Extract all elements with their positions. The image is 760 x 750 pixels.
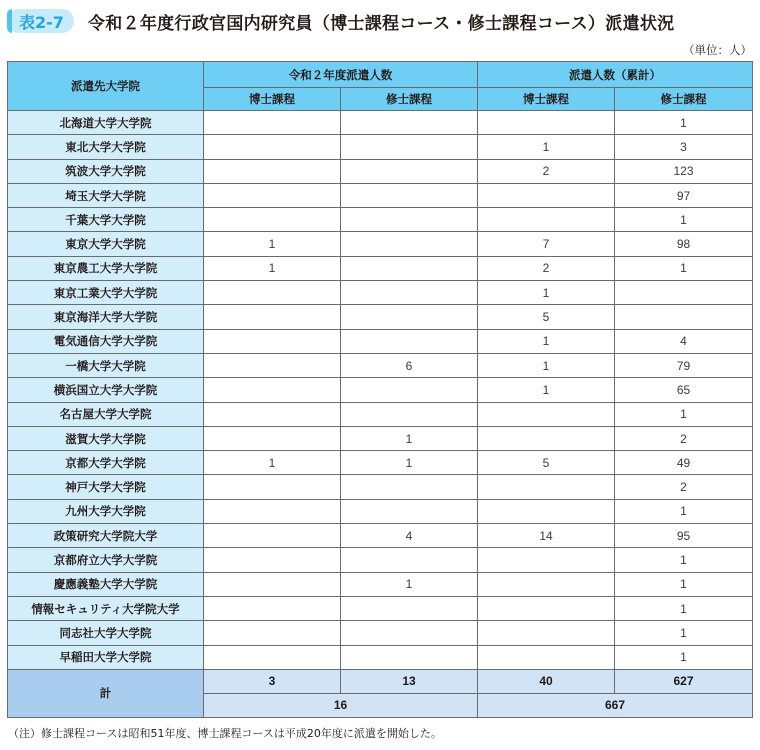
- school-name: 京都大学大学院: [8, 451, 204, 475]
- cell-cum-master: 65: [615, 378, 753, 402]
- total-r2-master: 13: [341, 669, 478, 693]
- total-cum-doctor: 40: [478, 669, 615, 693]
- cell-cum-master: 98: [615, 232, 753, 256]
- table-row: [8, 281, 753, 305]
- cell-r2-doctor: [204, 135, 341, 159]
- school-name: 東京工業大学大学院: [8, 281, 204, 305]
- school-name: 滋賀大学大学院: [8, 426, 204, 450]
- cell-r2-master: [341, 402, 478, 426]
- cell-r2-master: [341, 281, 478, 305]
- cell-cum-master: 1: [615, 548, 753, 572]
- cell-r2-doctor: 1: [204, 451, 341, 475]
- total-cum-sum: 667: [478, 693, 753, 717]
- table-row: [8, 135, 753, 159]
- cell-cum-master: 2: [615, 475, 753, 499]
- cell-cum-master: 1: [615, 645, 753, 669]
- school-name: 情報セキュリティ大学院大学: [8, 596, 204, 620]
- school-name: 京都府立大学大学院: [8, 548, 204, 572]
- cell-cum-master: 1: [615, 596, 753, 620]
- cell-r2-doctor: [204, 353, 341, 377]
- cell-cum-master: 1: [615, 402, 753, 426]
- cell-cum-master: 123: [615, 159, 753, 183]
- header-cumulative-group: 派遣人数（累計）: [478, 62, 753, 88]
- table-row: [8, 524, 753, 548]
- total-r2-sum: 16: [204, 693, 478, 717]
- table-row: [8, 378, 753, 402]
- table-number: 表2-7: [19, 12, 64, 32]
- cell-cum-master: 1: [615, 499, 753, 523]
- table-row: [8, 111, 753, 135]
- cell-cum-master: 1: [615, 208, 753, 232]
- school-name: 東京農工大学大学院: [8, 256, 204, 280]
- cell-cum-doctor: [478, 475, 615, 499]
- cell-r2-master: [341, 378, 478, 402]
- school-name: 政策研究大学院大学: [8, 524, 204, 548]
- cell-r2-doctor: [204, 572, 341, 596]
- cell-r2-master: [341, 305, 478, 329]
- cell-r2-doctor: [204, 402, 341, 426]
- cell-r2-doctor: [204, 548, 341, 572]
- cell-r2-master: [341, 645, 478, 669]
- cell-cum-master: 79: [615, 353, 753, 377]
- school-name: 九州大学大学院: [8, 499, 204, 523]
- table-row: [8, 353, 753, 377]
- cell-r2-master: [341, 596, 478, 620]
- cell-r2-master: 4: [341, 524, 478, 548]
- cell-cum-doctor: 5: [478, 305, 615, 329]
- school-name: 電気通信大学大学院: [8, 329, 204, 353]
- school-name: 東京海洋大学大学院: [8, 305, 204, 329]
- title-text: 令和２年度行政官国内研究員（博士課程コース・修士課程コース）派遣状況: [87, 13, 675, 34]
- cell-cum-doctor: [478, 183, 615, 207]
- cell-r2-doctor: [204, 499, 341, 523]
- cell-r2-master: [341, 499, 478, 523]
- cell-r2-doctor: [204, 378, 341, 402]
- cell-r2-doctor: [204, 426, 341, 450]
- header-r2-master: 修士課程: [341, 88, 478, 111]
- cell-r2-doctor: [204, 329, 341, 353]
- school-name: 一橋大学大学院: [8, 353, 204, 377]
- cell-r2-doctor: [204, 159, 341, 183]
- table-row: [8, 572, 753, 596]
- cell-r2-master: [341, 232, 478, 256]
- cell-cum-doctor: 1: [478, 378, 615, 402]
- table-row: [8, 548, 753, 572]
- header-r2-doctor: 博士課程: [204, 88, 341, 111]
- header-r2-group: 令和２年度派遣人数: [204, 62, 478, 88]
- cell-r2-master: 1: [341, 572, 478, 596]
- cell-cum-master: [615, 305, 753, 329]
- total-cum-master: 627: [615, 669, 753, 693]
- cell-cum-master: 1: [615, 256, 753, 280]
- cell-r2-master: 1: [341, 451, 478, 475]
- cell-r2-doctor: [204, 621, 341, 645]
- cell-r2-master: [341, 208, 478, 232]
- cell-r2-doctor: [204, 524, 341, 548]
- table-row: [8, 183, 753, 207]
- cell-cum-doctor: 14: [478, 524, 615, 548]
- cell-cum-doctor: 2: [478, 256, 615, 280]
- table-row: [8, 232, 753, 256]
- school-name: 埼玉大学大学院: [8, 183, 204, 207]
- cell-r2-master: [341, 111, 478, 135]
- cell-cum-master: 2: [615, 426, 753, 450]
- school-name: 同志社大学大学院: [8, 621, 204, 645]
- school-name: 北海道大学大学院: [8, 111, 204, 135]
- total-r2-doctor: 3: [204, 669, 341, 693]
- cell-r2-master: [341, 183, 478, 207]
- cell-cum-master: 1: [615, 621, 753, 645]
- school-name: 筑波大学大学院: [8, 159, 204, 183]
- cell-cum-master: 95: [615, 524, 753, 548]
- footnote: （注）修士課程コースは昭和51年度、博士課程コースは平成20年度に派遣を開始した。: [8, 727, 442, 740]
- cell-cum-doctor: 1: [478, 281, 615, 305]
- school-name: 慶應義塾大学大学院: [8, 572, 204, 596]
- cell-r2-master: [341, 548, 478, 572]
- cell-r2-doctor: [204, 111, 341, 135]
- cell-cum-doctor: [478, 208, 615, 232]
- school-name: 神戸大学大学院: [8, 475, 204, 499]
- cell-cum-master: 97: [615, 183, 753, 207]
- cell-cum-doctor: [478, 426, 615, 450]
- table-title: [7, 8, 674, 34]
- cell-cum-doctor: 2: [478, 159, 615, 183]
- school-name: 横浜国立大学大学院: [8, 378, 204, 402]
- cell-cum-master: 1: [615, 111, 753, 135]
- cell-r2-master: [341, 621, 478, 645]
- school-name: 東京大学大学院: [8, 232, 204, 256]
- cell-r2-doctor: [204, 645, 341, 669]
- table-row: [8, 329, 753, 353]
- cell-r2-master: [341, 135, 478, 159]
- cell-r2-doctor: [204, 305, 341, 329]
- cell-cum-doctor: 1: [478, 135, 615, 159]
- table-row: [8, 256, 753, 280]
- cell-cum-master: 49: [615, 451, 753, 475]
- cell-cum-doctor: [478, 645, 615, 669]
- cell-r2-master: 6: [341, 353, 478, 377]
- table-body: [8, 111, 753, 670]
- table-row: [8, 621, 753, 645]
- table-row: [8, 451, 753, 475]
- cell-cum-doctor: 7: [478, 232, 615, 256]
- cell-cum-doctor: [478, 548, 615, 572]
- cell-cum-master: 3: [615, 135, 753, 159]
- dispatch-table: [7, 61, 753, 718]
- cell-r2-doctor: [204, 281, 341, 305]
- table-row: [8, 159, 753, 183]
- cell-cum-doctor: [478, 499, 615, 523]
- cell-cum-doctor: [478, 572, 615, 596]
- cell-cum-doctor: [478, 402, 615, 426]
- cell-r2-master: [341, 159, 478, 183]
- unit-label: （単位：人）: [683, 43, 752, 57]
- school-name: 早稲田大学大学院: [8, 645, 204, 669]
- cell-r2-doctor: [204, 596, 341, 620]
- table-row: [8, 305, 753, 329]
- header-school: 派遣先大学院: [8, 62, 204, 111]
- cell-r2-doctor: 1: [204, 232, 341, 256]
- table-row: [8, 402, 753, 426]
- table-number-badge: [7, 9, 74, 33]
- cell-r2-doctor: [204, 475, 341, 499]
- school-name: 東北大学大学院: [8, 135, 204, 159]
- cell-cum-doctor: [478, 111, 615, 135]
- table-row: [8, 475, 753, 499]
- badge-accent-bar: [7, 9, 12, 33]
- table-row: [8, 426, 753, 450]
- school-name: 千葉大学大学院: [8, 208, 204, 232]
- table-row: [8, 596, 753, 620]
- cell-cum-doctor: [478, 621, 615, 645]
- header-cum-doctor: 博士課程: [478, 88, 615, 111]
- cell-r2-doctor: [204, 183, 341, 207]
- cell-r2-master: [341, 475, 478, 499]
- school-name: 名古屋大学大学院: [8, 402, 204, 426]
- table-row: [8, 645, 753, 669]
- cell-cum-doctor: 1: [478, 353, 615, 377]
- cell-cum-master: [615, 281, 753, 305]
- table-row: [8, 208, 753, 232]
- cell-cum-master: 4: [615, 329, 753, 353]
- cell-r2-master: [341, 329, 478, 353]
- cell-cum-doctor: 5: [478, 451, 615, 475]
- cell-cum-master: 1: [615, 572, 753, 596]
- cell-r2-master: [341, 256, 478, 280]
- table-row: [8, 499, 753, 523]
- cell-r2-doctor: 1: [204, 256, 341, 280]
- cell-r2-doctor: [204, 208, 341, 232]
- cell-cum-doctor: 1: [478, 329, 615, 353]
- cell-cum-doctor: [478, 596, 615, 620]
- header-cum-master: 修士課程: [615, 88, 753, 111]
- total-label: 計: [8, 669, 204, 717]
- cell-r2-master: 1: [341, 426, 478, 450]
